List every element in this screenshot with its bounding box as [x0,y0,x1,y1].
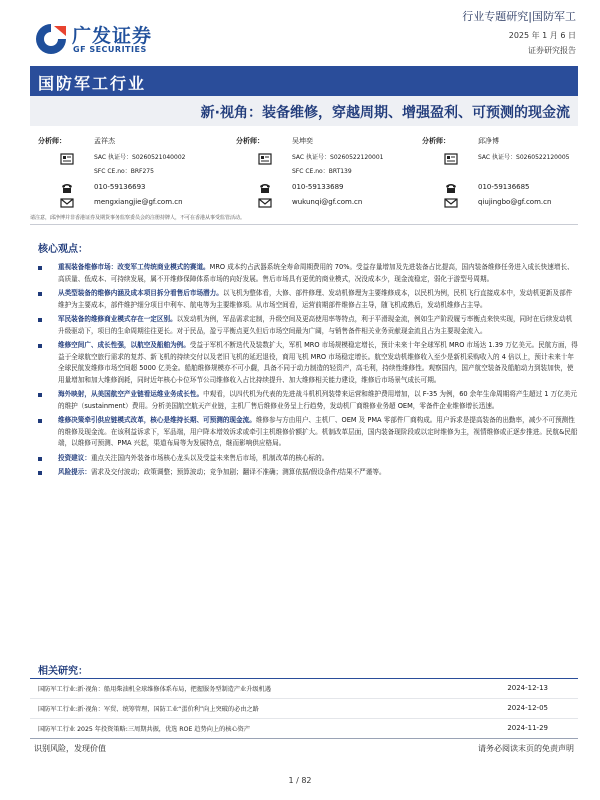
analyst-sac: SAC 执证号：S0260521040002 [94,154,186,161]
related-research-list [30,678,578,739]
bullet-head: 风险提示： [58,468,91,476]
report-subtitle: 新·视角：装备维修，穿越周期、增强盈利、可预测的现金流 [200,105,570,121]
key-points-list [30,262,578,482]
analyst-email: mengxiangjie@gf.com.cn [94,198,183,206]
id-card-icon [258,152,272,166]
company-logo [34,20,184,58]
email-icon [258,196,272,210]
related-research-title: 相关研究： [38,666,88,677]
phone-icon [60,181,74,195]
bullet-square-icon [38,393,42,397]
bullet-body: 中观看，以四代机为代表的先进战斗机机列装带来运营和维护费用增加，以 F-35 为例，60 余年生命周期将产生超过 1 万亿美元的维护（sustainment）费用。分析美国航空航天产业链，主机厂售后维修业务呈上行趋势，发动机厂商维修业务超 OEM，零备件企业维修增长迅速。 [58,390,577,410]
bullet-square-icon [38,419,42,423]
analyst-phone: 010-59133689 [292,183,344,191]
analyst-name: 邱净博 [478,137,499,145]
related-date: 2024-11-29 [507,724,548,732]
footer-slogan: 识别风险，发现价值 [34,744,106,753]
analyst-phone: 010-59136685 [478,183,530,191]
bullet-head: 军民装备的维修商业模式存在一定区别。 [58,315,177,323]
report-date: 2025 年 1 月 6 日 [508,31,576,40]
list-item [30,288,578,311]
list-item [30,467,578,479]
divider [30,224,578,225]
bullet-head: 维修决策牵引供应链模式改革，核心是维持长期、可预测的现金流。 [58,416,256,424]
report-dept: 证券研究报告 [528,46,576,55]
list-item[interactable] [30,699,578,719]
bullet-square-icon [38,344,42,348]
id-card-icon [60,152,74,166]
bullet-square-icon [38,471,42,475]
phone-icon [444,181,458,195]
report-type: 行业专题研究|国防军工 [462,10,576,23]
page-number: 1 / 82 [288,776,312,785]
bullet-head: 投资建议： [58,453,91,462]
gf-logo-icon [34,22,68,56]
bullet-body: 以发动机为例，军品需求定制，升级空间及更高使用率等特点，利于平滑现金流，例如生产阶段履亏率衡点来快实现，同时在后续发动机升级驱动下，项目的生命周期往往更长。对于民品，盈亏平衡点更久但后市场空间最为广阔，与销售备件相关业务贡献现金流且占为主要现金流入。 [58,315,573,335]
id-card-icon [444,152,458,166]
logo-english: GF SECURITIES [73,45,147,54]
analyst-label: 分析师： [38,137,66,145]
list-item [30,262,578,285]
analyst-sfc: SFC CE.no：BRT139 [292,168,352,175]
bullet-head: 重视装备维修市场：改变军工传统商业模式的赛道。 [58,263,210,271]
list-item [30,314,578,337]
bullet-body: 需求及交付波动；政策调整；预算波动；竞争加剧；翻译不准确；测算依据/假设条件/结果不严谨等。 [90,468,386,476]
bullet-square-icon [38,266,42,270]
related-date: 2024-12-05 [507,704,548,712]
bullet-body: MRO 成本约占武器系统全寿命周期费用的 70%。受益存量增加及先进装备占比提高，国内装备维修任务进入成长快速增长、高质量、低成本、可持续发展，属不开维修保障体系市场的向好发展。售后市场具有更优的商业模式，况没成本少，现金流稳定，弱化于游型号周期。 [58,263,574,283]
bullet-square-icon [38,318,42,322]
analyst-sac: SAC 执证号：S0260522120001 [292,154,384,161]
bullet-body: 重点关注国内外装备市场核心龙头以及受益未来售后市场，机制改革的核心标的。 [90,453,329,462]
list-item [30,389,578,412]
industry-band [30,66,578,96]
bullet-body: 以飞机为整体看，大修、部件修理、发动机修理为主要维修成本，以民机为例，民机飞行直接成本中，发动机更新及部件维护为主要成本，部件维护细分项目中利车、航电等为主要维修项。从市场空间看，运营前期部件维修占主导，随飞机成熟后，发动机维修占主导。 [58,289,573,309]
list-item [30,453,578,465]
bullet-square-icon [38,457,42,461]
bullet-head: 从类型装备的维修内涵及成本项目拆分看售后市场潜力。 [58,289,223,297]
logo-chinese: 广发证券 [72,25,153,47]
list-item[interactable] [30,719,578,739]
analyst-card [236,132,426,212]
industry-title: 国防军工行业 [38,74,147,93]
page-footer [30,738,578,754]
related-title[interactable]: 国防军工行业:新·视角：军贸、统筹管理，国防工业“蛋价利”向上突破的必由之路 [38,706,259,713]
analyst-card [422,132,600,212]
related-date: 2024-12-13 [507,684,548,692]
bullet-body: 维修参与方由用户、主机厂、OEM 及 PMA 零部件厂商构成。用户诉求是提高装备的出勤率，减少不可预测性的维修及现金流。在该利益诉求下，军品端，用户降本增效诉求或牵引主机维修价额扩大。机制改革层面，国内装备现阶段或以定时维修为主，视情维修或正逐步推进。民航&民船端，以维修可预测、PMA 兴起，渠道布局等为发展特点，继而影响供应格局。 [58,416,578,447]
analyst-sfc: SFC CE.no：BRF275 [94,168,154,175]
bullet-body: 受益于军机不断迭代及装数扩大，军机 MRO 市场规模稳定增长，预计未来十年全球军机 MRO 市场达 1.39 万亿美元。民航方面，得益于全球航空旅行需求的复苏、新飞机的持续交付以及老旧飞机的延迟退役，商用飞机 MRO 市场稳定增长。航空发动机维修收入至少是新机采购收入的 4 倍以上，预计未来十年全球民航发维修市场空间超 5000 亿美金。船舶维修规模亦不可小觑，具备不同于动力制造的轻资产，高毛利，持续性维修性。观察国内，国产航空装备及船舶动力到装加快，使用量增加和加大维修润耗，同时近年核心卡位环节公司维修收入占比持续提升、加大维修相关能力建设，维修后市场景气成长可期。 [58,341,578,384]
analyst-label: 分析师： [422,137,450,145]
bullet-head: 海外映射，从美国航空产业链看运维业务成长性。 [58,390,204,398]
footer-disclaimer: 请务必阅读末页的免责声明 [478,744,574,753]
analyst-name: 吴坤奕 [292,137,313,145]
list-item [30,340,578,386]
analyst-email: wukunqi@gf.com.cn [292,198,363,206]
phone-icon [258,181,272,195]
page-header [0,0,600,62]
regulatory-notice: 请注意，邱净博并非香港证券及期货事务监察委员会的注册持牌人，不可在香港从事受监管活动。 [30,215,246,221]
email-icon [444,196,458,210]
email-icon [60,196,74,210]
list-item[interactable] [30,679,578,699]
bullet-square-icon [38,292,42,296]
analyst-card [38,132,228,212]
list-item [30,415,578,450]
analyst-sac: SAC 执证号：S0260522120005 [478,154,570,161]
analyst-block [30,132,578,212]
bullet-head: 维修空间广、成长性强，以航空及船舶为例。 [58,341,190,349]
header-meta [462,8,576,56]
analyst-email: qiujingbo@gf.com.cn [478,198,552,206]
related-title[interactable]: 国防军工行业 2025 年投资策略:三周期共振，优选 ROE 趋势向上的核心资产 [38,726,251,733]
analyst-name: 孟祥杰 [94,137,115,145]
key-points-title: 核心观点： [38,244,88,255]
analyst-phone: 010-59136693 [94,183,146,191]
subtitle-bar [30,96,578,126]
related-title[interactable]: 国防军工行业:新·视角：船用柴油机全球维修体系布局，把握服务型制造产业升级机遇 [38,686,271,693]
analyst-label: 分析师： [236,137,264,145]
